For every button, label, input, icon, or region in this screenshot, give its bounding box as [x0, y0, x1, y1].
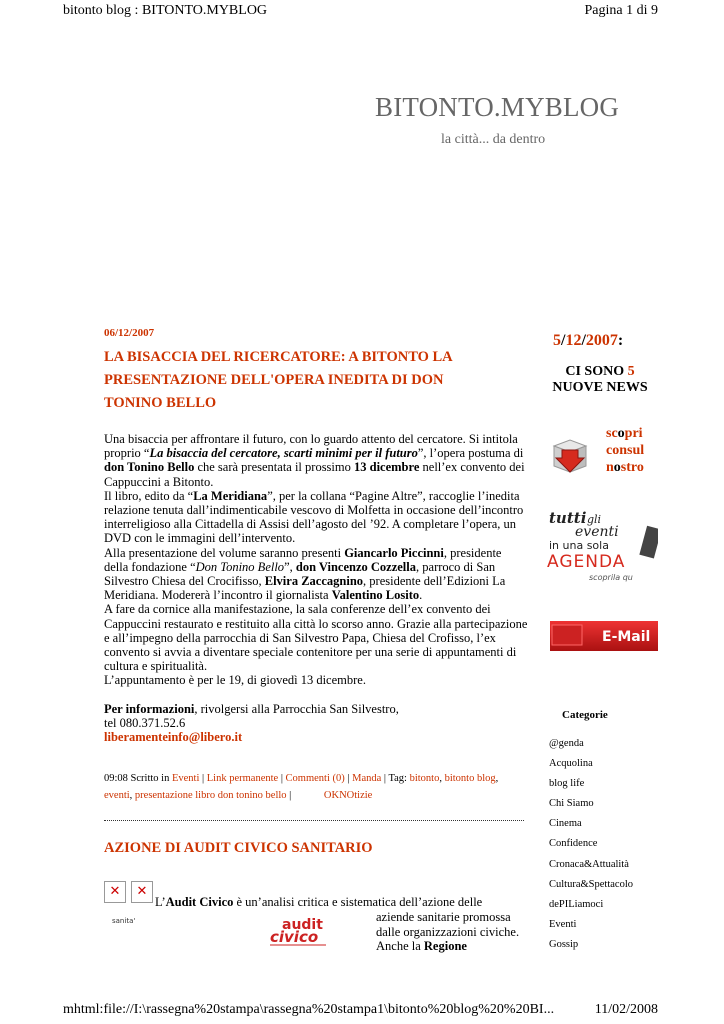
- site-subtitle: la città... da dentro: [441, 132, 546, 147]
- paragraph-3: Alla presentazione del volume saranno presenti Giancarlo Piccinni, presidente della fondazione “Don Tonino Bello”, don Vincenzo Cozzella, parroco di San Silvestro Chiesa del Crocifisso, Elvira Zaccagnino, presidente dell’Edizioni La Meridiana. Modererà l’incontro il giornalista Valentino Losito.: [104, 545, 506, 603]
- broken-image-icon: ✕: [131, 881, 153, 903]
- print-header-page: Pagina 1 di 9: [584, 3, 658, 18]
- phone-line: tel 080.371.52.6: [104, 715, 186, 730]
- tag-link[interactable]: bitonto blog: [444, 773, 496, 784]
- paragraph-1: Una bisaccia per affrontare il futuro, con lo guardo attento del cercatore. Si intitola proprio “La bisaccia del cercatore, scarti minimi per il futuro”, l’opera postuma di don Tonino Bello che sarà presentata il prossimo 13 dicembre nell’ex convento dei Cappuccini a Bitonto.: [104, 432, 525, 489]
- email-link[interactable]: liberamenteinfo@libero.it: [104, 730, 243, 745]
- category-link[interactable]: Eventi: [171, 773, 200, 784]
- category-item[interactable]: Eventi: [549, 918, 577, 930]
- print-footer: [63, 1002, 658, 1020]
- scopri-link[interactable]: scopri consul nostro: [606, 426, 645, 475]
- print-footer-url: mhtml:file://I:\rassegna%20stampa\rassegna%20stampa1\bitonto%20blog%20%20BI...: [63, 1002, 555, 1017]
- comments-link[interactable]: Commenti (0): [285, 773, 345, 784]
- permalink-link[interactable]: Link permanente: [206, 773, 279, 784]
- category-item[interactable]: Chi Siamo: [549, 798, 594, 810]
- category-item[interactable]: Cultura&Spettacolo: [549, 878, 633, 890]
- category-item[interactable]: Confidence: [549, 838, 598, 850]
- print-header: [63, 3, 658, 19]
- svg-text:in una sola: in una sola: [549, 539, 609, 552]
- svg-text:civico: civico: [270, 928, 319, 946]
- news-counter: CI SONO 5 NUOVE NEWS: [552, 364, 648, 395]
- paragraph-4: A fare da cornice alla manifestazione, la sala conferenze dell’ex convento dei Cappuccini restaurato e restituito alla città lo scorso anno. Grazie alla partecipazione e all’impegno della parrocchia di San Silvestro Papa, Chiesa del Crofisso, l’ex convento si avvia a diventare speciale contenitore per una serie di appuntamenti di cultura e spiritualità.: [104, 602, 528, 674]
- broken-image-icon: ✕: [104, 881, 126, 903]
- sidebar-date: 5/12/2007:: [553, 332, 624, 349]
- tag-link[interactable]: bitonto: [409, 773, 440, 784]
- broken-images: [104, 881, 154, 906]
- agenda-banner[interactable]: [545, 507, 658, 587]
- category-item[interactable]: dePILiamoci: [549, 898, 604, 910]
- svg-text:E-Mail: E-Mail: [602, 629, 651, 645]
- site-title[interactable]: BITONTO.MYBLOG: [375, 92, 620, 122]
- paragraph-2: Il libro, edito da “La Meridiana”, per la collana “Pagine Altre”, raccoglie l’inedita relazione tenuta dall’indimenticabile vescovo di Molfetta in occasione dell’incontro interreligioso alla Cittadella di Assisi dell’agosto del ’92. A completare l’opera, un DVD con le immagini dell’intervento.: [104, 488, 524, 546]
- tag-link[interactable]: eventi: [104, 789, 130, 801]
- post-meta: 09:08 Scritto in Eventi | Link permanente | Commenti (0) | Manda | Tag: bitonto, bitonto blog, eventi, presentazione libro don tonino bello | OKNOtizie: [104, 773, 499, 801]
- box-icon[interactable]: [548, 432, 592, 476]
- post-date: 06/12/2007: [104, 327, 155, 339]
- category-item[interactable]: Acquolina: [549, 758, 593, 770]
- svg-text:audit: audit: [282, 917, 323, 933]
- category-item[interactable]: blog life: [549, 778, 585, 790]
- tag-link[interactable]: presentazione libro don tonino bello: [134, 789, 287, 801]
- category-item[interactable]: Cinema: [549, 818, 582, 830]
- post2-line-2: aziende sanitarie promossa dalle organizzazioni civiche. Anche la Regione: [376, 910, 520, 953]
- post-title[interactable]: LA BISACCIA DEL RICERCATORE: A BITONTO LA PRESENTAZIONE DELL'OPERA INEDITA DI DON TONINO BELLO: [104, 349, 452, 411]
- categories-title: Categorie: [562, 709, 608, 721]
- oknotizie-link[interactable]: OKNOtizie: [323, 789, 373, 801]
- svg-text:eventi: eventi: [575, 524, 619, 540]
- send-link[interactable]: Manda: [352, 773, 382, 784]
- post-separator: [104, 820, 524, 821]
- print-footer-date: 11/02/2008: [594, 1002, 658, 1017]
- category-item[interactable]: @genda: [549, 738, 584, 749]
- post2-line-1: L’Audit Civico è un’analisi critica e sistematica dell’azione delle: [155, 895, 483, 909]
- print-header-title: bitonto blog : BITONTO.MYBLOG: [63, 3, 268, 18]
- post-title-2[interactable]: AZIONE DI AUDIT CIVICO SANITARIO: [104, 840, 373, 856]
- category-item[interactable]: Gossip: [549, 938, 579, 950]
- svg-text:scoprila qu: scoprila qu: [589, 573, 633, 582]
- svg-text:tutti: tutti: [549, 509, 587, 527]
- post-body: [104, 432, 528, 744]
- paragraph-5: L’appuntamento è per le 19, di giovedì 13 dicembre.: [104, 673, 366, 688]
- category-item[interactable]: Cronaca&Attualità: [549, 858, 629, 870]
- audit-civico-logo: [268, 915, 328, 949]
- svg-text:gli: gli: [587, 513, 602, 526]
- email-banner[interactable]: [550, 621, 658, 651]
- sanita-label: sanita': [112, 917, 136, 925]
- categories-list: [549, 734, 659, 955]
- info-line: Per informazioni, rivolgersi alla Parrocchia San Silvestro,: [104, 701, 399, 716]
- svg-text:AGENDA: AGENDA: [547, 552, 626, 572]
